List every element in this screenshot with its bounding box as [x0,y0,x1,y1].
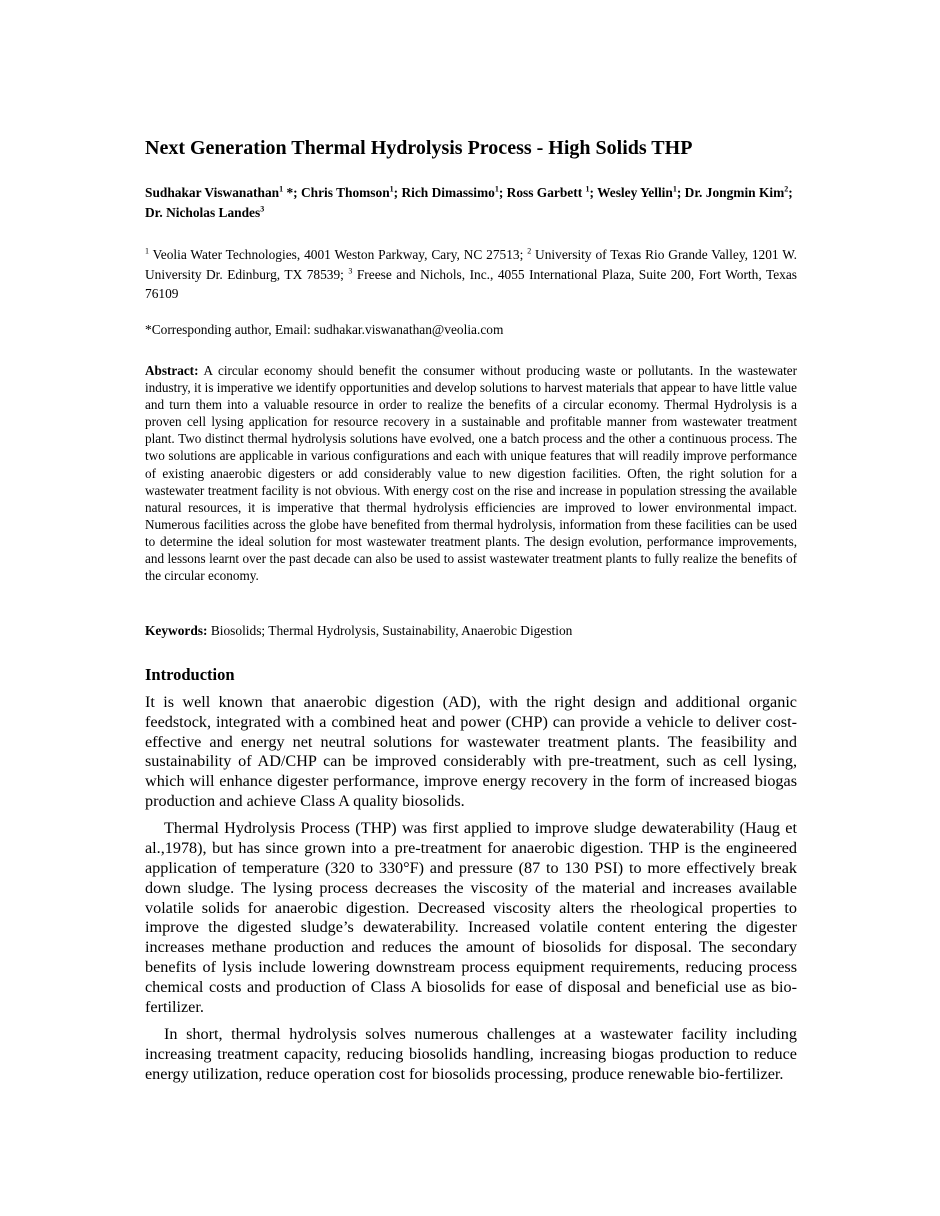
author-separator: ; [589,185,598,200]
keywords [145,621,797,640]
author-name: Wesley Yellin [597,185,673,200]
author-name: Dr. Nicholas Landes [145,205,261,220]
author-affiliation-mark: 1 [279,184,284,194]
author-name: Sudhakar Viswanathan [145,185,280,200]
author-list [145,183,797,223]
affiliations [145,245,797,304]
author-name: Dr. Jongmin Kim [684,185,785,200]
section-body [145,693,797,1092]
author-separator: *; [283,185,301,200]
author-affiliation-mark: 1 [672,184,677,194]
keywords-text: Biosolids; Thermal Hydrolysis, Sustainability, Anaerobic Digestion [207,623,573,638]
section-heading: Introduction [145,665,235,684]
author-separator: ; [676,185,685,200]
author-separator: ; [393,185,402,200]
author-affiliation-mark: 3 [260,204,265,214]
affiliation-mark: 1 [145,246,149,256]
author-affiliation-mark: 2 [784,184,789,194]
keywords-label: Keywords: [145,623,208,638]
author-affiliation-mark: 1 [585,184,590,194]
author-affiliation-mark: 1 [494,184,499,194]
paper-title: Next Generation Thermal Hydrolysis Process - High Solids THP [145,137,693,159]
author-name: Rich Dimassimo [401,185,495,200]
abstract [145,362,797,584]
abstract-text: A circular economy should benefit the consumer without producing waste or pollutants. In the wastewater industry, it is imperative we identify opportunities and develop solutions to harvest materials that appear to have little value and turn them into a valuable resource in order to realize the benefits of a circular economy. Thermal Hydrolysis is a proven cell lysing application for resource recovery in a sustainable and profitable manner from wastewater treatment plant. Two distinct thermal hydrolysis solutions have evolved, one a batch process and the other a continuous process. The two solutions are applicable in various configurations and each with unique features that will readily improve performance of existing anaerobic digesters or add considerably value to new digestion facilities. Often, the right solution for a wastewater treatment facility is not obvious. With energy cost on the rise and increase in population stressing the available natural resources, it is imperative that thermal hydrolysis efficiencies are improved to lower environmental impact. Numerous facilities across the globe have benefited from thermal hydrolysis, information from these facilities can be used to determine the ideal solution for most wastewater treatment plants. The design evolution, performance improvements, and lessons learnt over the past decade can also be used to assist wastewater treatment plants to fully realize the benefits of the circular economy. [145,363,797,584]
author-separator: ; [498,185,507,200]
author-name: Ross Garbett [506,185,586,200]
body-paragraph: In short, thermal hydrolysis solves numerous challenges at a wastewater facility including increasing treatment capacity, reducing biosolids handling, increasing biogas production to reduce energy utilization, reduce operation cost for biosolids processing, produce renewable bio-fertilizer. [145,1024,797,1083]
author-separator: ; [788,185,793,200]
body-paragraph: It is well known that anaerobic digestion (AD), with the right design and additional organic feedstock, integrated with a combined heat and power (CHP) can provide a vehicle to deliver cost-effective and energy net neutral solutions for wastewater treatment plants. The feasibility and sustainability of AD/CHP can be improved considerably with pre-treatment, such as cell lysing, which will enhance digester performance, improve energy recovery in the form of increased biogas production and achieve Class A quality biosolids. [145,693,797,810]
author-affiliation-mark: 1 [389,184,394,194]
affiliation-mark: 3 [348,266,353,276]
author-name: Chris Thomson [300,185,390,200]
corresponding-author: *Corresponding author, Email: sudhakar.viswanathan@veolia.com [145,322,504,337]
affiliation-text: Veolia Water Technologies, 4001 Weston Parkway, Cary, NC 27513; [149,247,528,262]
affiliation-text: Freese and Nichols, Inc., 4055 International Plaza, Suite 200, Fort Worth, Texas 76109 [145,266,797,301]
abstract-label: Abstract: [145,363,199,378]
affiliation-text: University of Texas Rio Grande Valley, 1201 W. University Dr. Edinburg, TX 78539; [145,247,797,282]
affiliation-mark: 2 [527,246,532,256]
body-paragraph: Thermal Hydrolysis Process (THP) was first applied to improve sludge dewaterability (Haug et al.,1978), but has since grown into a pre-treatment for anaerobic digestion. THP is the engineered application of temperature (320 to 330°F) and pressure (87 to 130 PSI) to more effectively break down sludge. The lysing process decreases the viscosity of the material and increases available volatile solids for anaerobic digestion. Decreased viscosity alters the rheological properties to improve the digested sludge’s dewaterability. Increased volatile content entering the digester increases methane production and reduces the amount of biosolids for disposal. The secondary benefits of lysis include lowering downstream process equipment requirements, reducing process chemical costs and production of Class A biosolids for ease of disposal and beneficial use as bio-fertilizer. [145,819,797,1016]
